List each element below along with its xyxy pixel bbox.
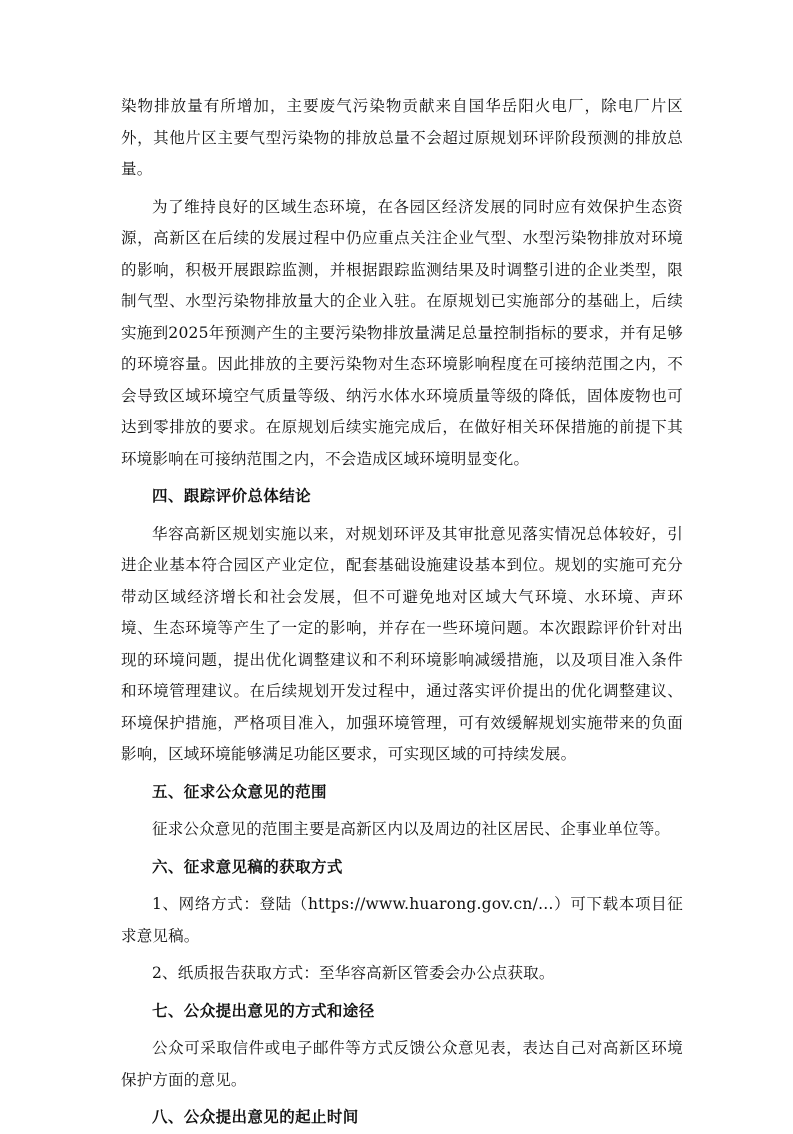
paragraph-overall-conclusion: 华容高新区规划实施以来，对规划环评及其审批意见落实情况总体较好，引进企业基本符合园区产业定位，配套基础设施建设基本到位。规划的实施可充分带动区域经济增长和社会发展，但不可避免地对区域大气环境、水环境、声环境、生态环境等产生了一定的影响，并存在一些环境问题。本次跟踪评价针对出现的环境问题，提出优化调整建议和不利环境影响减缓措施，以及项目准入条件和环境管理建议。在后续规划开发过程中，通过落实评价提出的优化调整建议、环境保护措施，严格项目准入，加强环境管理，可有效缓解规划实施带来的负面影响，区域环境能够满足功能区要求，可实现区域的可持续发展。 (121, 524, 683, 763)
heading-section-6: 六、征求意见稿的获取方式 (152, 857, 343, 876)
paragraph-eco-environment: 为了维持良好的区域生态环境，在各园区经济发展的同时应有效保护生态资源，高新区在后续的发展过程中仍应重点关注企业气型、水型污染物排放对环境的影响，积极开展跟踪监测，并根据跟踪监测结果及时调整引进的企业类型，限制气型、水型污染物排放量大的企业入驻。在原规划已实施部分的基础上，后续实施到2025年预测产生的主要污染物排放量满足总量控制指标的要求，并有足够的环境容量。因此排放的主要污染物对生态环境影响程度在可接纳范围之内，不会导致区域环境空气质量等级、纳污水体水环境质量等级的降低，固体废物也可达到零排放的要求。在原规划后续实施完成后，在做好相关环保措施的前提下其环境影响在可接纳范围之内，不会造成区域环境明显变化。 (121, 197, 683, 468)
paragraph-scope: 征求公众意见的范围主要是高新区内以及周边的社区居民、企事业单位等。 (152, 820, 671, 838)
paragraph-feedback-method: 公众可采取信件或电子邮件等方式反馈公众意见表，表达自己对高新区环境保护方面的意见。 (121, 1039, 683, 1089)
heading-section-8: 八、公众提出意见的起止时间 (152, 1108, 359, 1126)
heading-section-7: 七、公众提出意见的方式和途径 (152, 1001, 375, 1020)
paragraph-online-access: 1、网络方式：登陆（https://www.huarong.gov.cn/…）可下载本项目征求意见稿。 (121, 895, 683, 945)
paragraph-paper-access: 2、纸质报告获取方式：至华容高新区管委会办公点获取。 (152, 964, 555, 982)
heading-section-4: 四、跟踪评价总体结论 (152, 487, 312, 505)
paragraph-continuation: 染物排放量有所增加，主要废气污染物贡献来自国华岳阳火电厂，除电厂片区外，其他片区主要气型污染物的排放总量不会超过原规划环评阶段预测的排放总量。 (121, 97, 683, 178)
heading-section-5: 五、征求公众意见的范围 (152, 782, 327, 801)
